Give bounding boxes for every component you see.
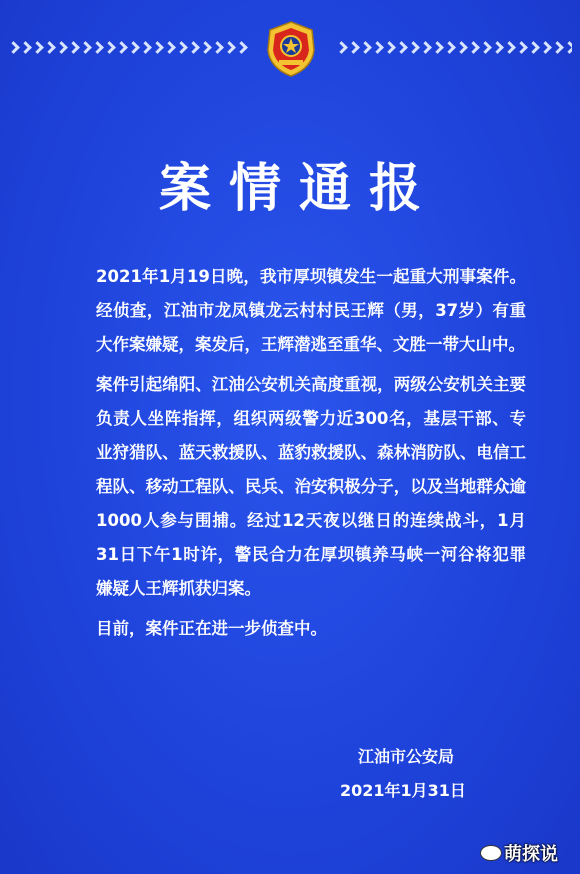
paragraph-1: 2021年1月19日晚，我市厚坝镇发生一起重大刑事案件。经侦查，江油市龙凤镇龙云村村民王辉（男，37岁）有重大作案嫌疑，案发后，王辉潜逃至重华、文胜一带大山中。 bbox=[96, 267, 526, 354]
chevron-stripe-icon bbox=[236, 40, 248, 54]
chevron-stripe-icon bbox=[564, 40, 572, 54]
watermark bbox=[480, 840, 558, 866]
paragraph-3: 目前，案件正在进一步侦查中。 bbox=[96, 619, 327, 638]
watermark-text: 萌探说 bbox=[504, 844, 558, 865]
weibo-icon bbox=[480, 845, 502, 861]
signature-block bbox=[340, 740, 500, 808]
police-emblem-icon bbox=[264, 20, 318, 78]
notice-body bbox=[96, 260, 526, 646]
page-title: 案情通报 bbox=[158, 159, 439, 219]
paragraph-2: 案件引起绵阳、江油公安机关高度重视，两级公安机关主要负责人坐阵指挥，组织两级警力近300名，基层干部、专业狩猎队、蓝天救援队、蓝豹救援队、森林消防队、电信工程队、移动工程队、民兵、治安积极分子，以及当地群众逾1000人参与围捕。经过12天夜以继日的连续战斗，1月31日下午1时许，警民合力在厚坝镇养马峡一河谷将犯罪嫌疑人王辉抓获归案。 bbox=[96, 375, 526, 598]
header-stripe-right bbox=[336, 40, 572, 54]
issuing-organization: 江油市公安局 bbox=[358, 747, 455, 766]
header-stripe-left bbox=[8, 40, 248, 54]
issue-date: 2021年1月31日 bbox=[340, 781, 466, 800]
